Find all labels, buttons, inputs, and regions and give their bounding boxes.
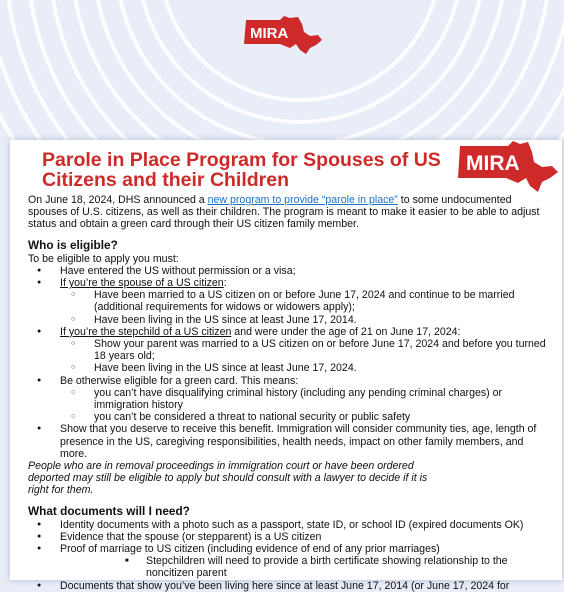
list-item: ■ Stepchildren will need to provide a birth certificate showing relationship to the noncitizen parent xyxy=(28,555,550,579)
list-item xyxy=(28,543,550,580)
list-item: ● Identity documents with a photo such as a passport, state ID, or school ID (expired documents OK) xyxy=(28,519,550,531)
spouse-label: If you’re the spouse of a US citizen xyxy=(60,277,224,290)
spouse-suffix: : xyxy=(223,277,227,290)
list-item: ● Have entered the US without permission or a visa; xyxy=(28,265,550,277)
green-card-sublist xyxy=(60,387,550,424)
list-item xyxy=(28,555,550,579)
mira-logo-text: MIRA xyxy=(250,25,289,42)
intro-text-start: On June 18, 2024, DHS announced a xyxy=(28,194,208,206)
mira-document-logo xyxy=(456,140,560,196)
list-item xyxy=(28,277,550,326)
mira-document-logo-text: MIRA xyxy=(466,152,520,175)
document-body xyxy=(28,194,550,592)
list-item: ○ you can’t be considered a threat to national security or public safety xyxy=(28,411,550,423)
stepchild-suffix: and were under the age of 21 on June 17, 2024: xyxy=(231,325,461,338)
list-item: ○ Have been married to a US citizen on or before June 17, 2024 and continue to be married (additional requirements for widows or widowers apply); xyxy=(28,289,550,313)
list-item: ● Show that you deserve to receive this benefit. Immigration will consider community ties, age, length of presence in the US, caregiving responsibilities, health needs, impact on other family members, and more. xyxy=(28,423,550,460)
marriage-proof-sublist xyxy=(60,555,550,579)
list-item: ● Documents that show you’ve been living here since at least June 17, 2014 (or June 17, 2024 for xyxy=(28,580,550,592)
eligibility-lead: To be eligible to apply you must: xyxy=(28,252,179,265)
list-item: ○ Have been living in the US since at least June 17, 2014. xyxy=(28,314,550,326)
list-item xyxy=(28,326,550,375)
documents-heading: What documents will I need? xyxy=(28,503,190,518)
document-page xyxy=(10,140,562,592)
marriage-proof-text: Proof of marriage to US citizen (including evidence of end of any prior marriages) xyxy=(60,543,440,556)
removal-proceedings-note: People who are in removal proceedings in immigration court or have been ordered deported may still be eligible to apply but should consult with a lawyer to decide if it is right for them. xyxy=(28,460,428,497)
document-title: Parole in Place Program for Spouses of US Citizens and their Children xyxy=(42,149,441,191)
intro-paragraph xyxy=(28,194,550,231)
mira-logo xyxy=(240,14,324,58)
list-item: ○ Have been living in the US since at least June 17, 2024. xyxy=(28,362,550,374)
eligibility-list xyxy=(28,265,550,460)
eligibility-heading: Who is eligible? xyxy=(28,237,118,252)
green-card-text: Be otherwise eligible for a green card. This means: xyxy=(60,374,299,387)
list-item: ● Evidence that the spouse (or stepparent) is a US citizen xyxy=(28,531,550,543)
documents-list xyxy=(28,519,550,592)
stepchild-sublist xyxy=(60,338,550,375)
list-item xyxy=(28,375,550,424)
spouse-sublist xyxy=(60,289,550,326)
intro-text-end: to some undocumented spouses of U.S. citizens, as well as their children. The program is meant to make it easier to be able to adjust status and obtain a green card through their US citizen family member. xyxy=(28,194,540,231)
list-item: ○ you can’t have disqualifying criminal history (including any pending criminal charges) or immigration history xyxy=(28,387,550,411)
new-program-link[interactable]: new program to provide “parole in place” xyxy=(207,194,398,206)
stepchild-label: If you’re the stepchild of a US citizen xyxy=(60,325,232,338)
list-item: ○ Show your parent was married to a US citizen on or before June 17, 2024 and before you turned 18 years old; xyxy=(28,338,550,362)
stepchildren-sublist xyxy=(94,555,550,579)
